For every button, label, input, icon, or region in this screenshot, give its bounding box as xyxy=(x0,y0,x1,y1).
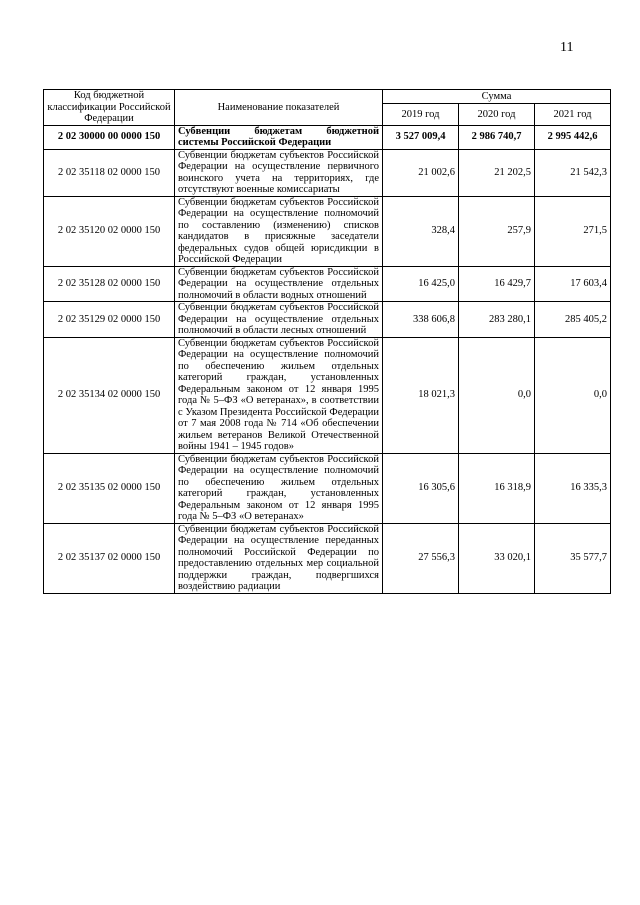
row-value-2020: 33 020,1 xyxy=(459,523,535,593)
row-value-2020: 2 986 740,7 xyxy=(459,125,535,149)
row-value-2021: 2 995 442,6 xyxy=(535,125,611,149)
row-name: Субвенции бюджетам субъектов Российской Федерации на осуществление переданных полномочий Российской Федерации по предоставлению отдельных мер социальной поддержки граждан, подвергшихся воздействию радиации xyxy=(175,523,383,593)
budget-table xyxy=(43,89,611,594)
row-code: 2 02 35129 02 0000 150 xyxy=(44,302,175,338)
table-row xyxy=(44,523,611,593)
table-row xyxy=(44,302,611,338)
row-name: Субвенции бюджетам субъектов Российской Федерации на осуществление полномочий по составлению (изменению) списков кандидатов в присяжные заседатели федеральных судов общей юрисдикции в Российской Федерации xyxy=(175,196,383,266)
row-name: Субвенции бюджетам бюджетной системы Российской Федерации xyxy=(175,125,383,149)
row-value-2019: 27 556,3 xyxy=(383,523,459,593)
table-row xyxy=(44,149,611,196)
table-row xyxy=(44,125,611,149)
header-year-2021: 2021 год xyxy=(535,104,611,125)
row-value-2021: 21 542,3 xyxy=(535,149,611,196)
row-name: Субвенции бюджетам субъектов Российской Федерации на осуществление отдельных полномочий в области лесных отношений xyxy=(175,302,383,338)
row-value-2019: 3 527 009,4 xyxy=(383,125,459,149)
row-code: 2 02 35118 02 0000 150 xyxy=(44,149,175,196)
row-value-2020: 21 202,5 xyxy=(459,149,535,196)
row-code: 2 02 35135 02 0000 150 xyxy=(44,453,175,523)
row-value-2019: 328,4 xyxy=(383,196,459,266)
row-name: Субвенции бюджетам субъектов Российской Федерации на осуществление полномочий по обеспечению жильем отдельных категорий граждан, установленных Федеральным законом от 12 января 1995 года № 5–ФЗ «О ветеранах», в соответствии с Указом Президента Российской Федерации от 7 мая 2008 года № 714 «Об обеспечении жильем ветеранов Великой Отечественной войны 1941 – 1945 годов» xyxy=(175,337,383,453)
row-value-2019: 18 021,3 xyxy=(383,337,459,453)
table-row xyxy=(44,453,611,523)
header-name: Наименование показателей xyxy=(175,90,383,126)
header-sum: Сумма xyxy=(383,90,611,104)
row-code: 2 02 35134 02 0000 150 xyxy=(44,337,175,453)
table-row xyxy=(44,196,611,266)
row-value-2020: 0,0 xyxy=(459,337,535,453)
row-value-2019: 16 425,0 xyxy=(383,266,459,302)
row-code: 2 02 30000 00 0000 150 xyxy=(44,125,175,149)
header-code: Код бюджетной классификации Российской Федерации xyxy=(44,90,175,126)
row-code: 2 02 35137 02 0000 150 xyxy=(44,523,175,593)
row-value-2019: 16 305,6 xyxy=(383,453,459,523)
row-name: Субвенции бюджетам субъектов Российской Федерации на осуществление первичного воинского учета на территориях, где отсутствуют военные комиссариаты xyxy=(175,149,383,196)
row-value-2020: 283 280,1 xyxy=(459,302,535,338)
row-value-2020: 257,9 xyxy=(459,196,535,266)
row-value-2021: 285 405,2 xyxy=(535,302,611,338)
row-value-2021: 17 603,4 xyxy=(535,266,611,302)
row-code: 2 02 35128 02 0000 150 xyxy=(44,266,175,302)
row-name: Субвенции бюджетам субъектов Российской Федерации на осуществление отдельных полномочий в области водных отношений xyxy=(175,266,383,302)
row-code: 2 02 35120 02 0000 150 xyxy=(44,196,175,266)
row-name: Субвенции бюджетам субъектов Российской Федерации на осуществление полномочий по обеспечению жильем отдельных категорий граждан, установленных Федеральным законом от 12 января 1995 года № 5–ФЗ «О ветеранах» xyxy=(175,453,383,523)
row-value-2020: 16 429,7 xyxy=(459,266,535,302)
row-value-2021: 0,0 xyxy=(535,337,611,453)
row-value-2021: 16 335,3 xyxy=(535,453,611,523)
row-value-2019: 21 002,6 xyxy=(383,149,459,196)
row-value-2019: 338 606,8 xyxy=(383,302,459,338)
row-value-2021: 271,5 xyxy=(535,196,611,266)
header-year-2019: 2019 год xyxy=(383,104,459,125)
page-number: 11 xyxy=(560,40,574,55)
table-row xyxy=(44,266,611,302)
table-row xyxy=(44,337,611,453)
header-year-2020: 2020 год xyxy=(459,104,535,125)
row-value-2021: 35 577,7 xyxy=(535,523,611,593)
row-value-2020: 16 318,9 xyxy=(459,453,535,523)
